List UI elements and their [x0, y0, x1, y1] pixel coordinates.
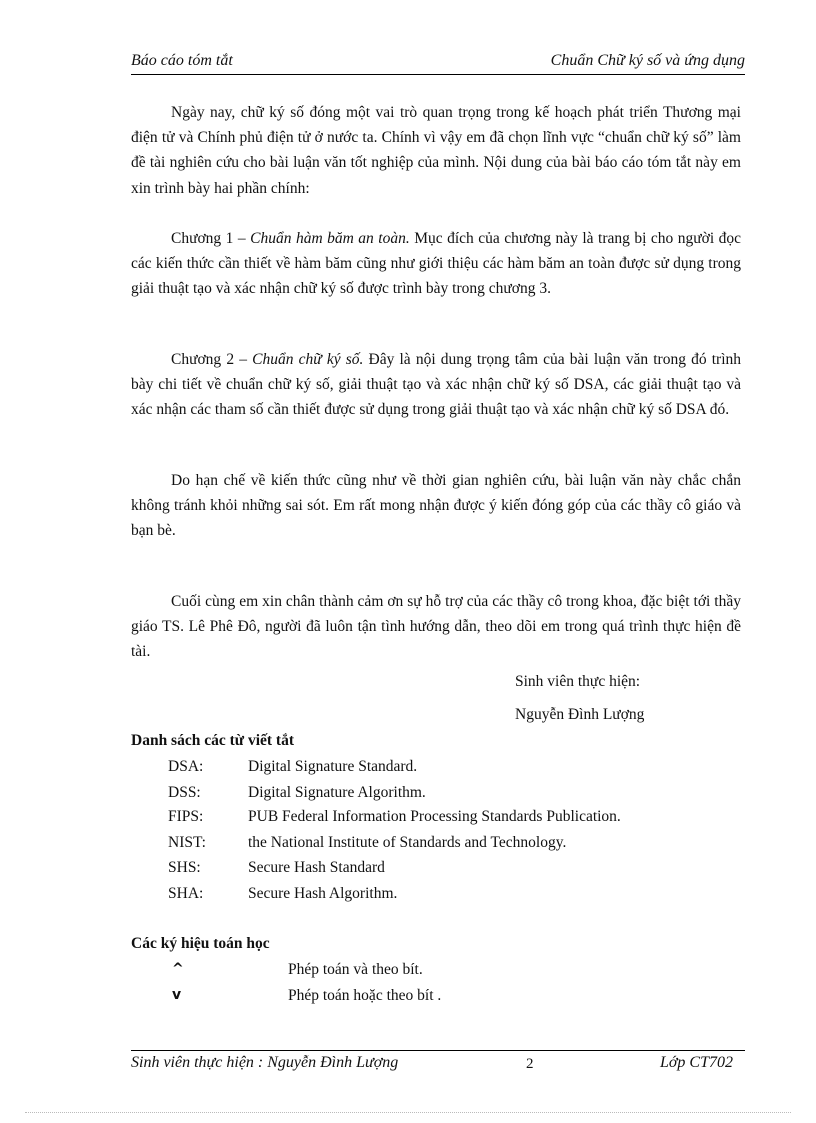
abbreviations-heading: Danh sách các từ viết tắt [131, 732, 294, 749]
abbreviation-definition: Secure Hash Algorithm. [248, 885, 398, 902]
or-symbol: v [172, 987, 182, 1003]
header-left: Báo cáo tóm tắt [131, 52, 233, 69]
limitations-paragraph: Do hạn chế về kiến thức cũng như về thời gian nghiên cứu, bài luận văn này chắc chắn không tránh khỏi những sai sót. Em rất mong nhận được ý kiến đóng góp của các thầy cô giáo và bạn bè. [131, 472, 741, 540]
abbreviation-term: SHA: [168, 885, 204, 902]
signature-role: Sinh viên thực hiện: [515, 673, 641, 690]
abbreviation-definition: PUB Federal Information Processing Standards Publication. [248, 808, 621, 825]
page-bottom-divider [25, 1112, 791, 1113]
chapter-1-body: Mục đích của chương này là trang bị cho người đọc các kiến thức cần thiết về hàm băm cũng như giới thiệu các hàm băm an toàn được sử dụng trong giải thuật tạo và xác nhận chữ ký số được trình bày trong chương 3. [131, 230, 742, 298]
footer-left: Sinh viên thực hiện : Nguyễn Đình Lượng [131, 1054, 399, 1071]
math-symbols-heading: Các ký hiệu toán học [131, 935, 270, 952]
signature-name: Nguyễn Đình Lượng [515, 706, 645, 723]
page-footer [131, 1050, 745, 1075]
and-symbol: ^ [172, 961, 184, 977]
intro-paragraph: Ngày nay, chữ ký số đóng một vai trò quan trọng trong kế hoạch phát triển Thương mại điện tử và Chính phủ điện tử ở nước ta. Chính vì vậy em đã chọn lĩnh vực “chuẩn chữ ký số” làm đề tài nghiên cứu cho bài luận văn tốt nghiệp của mình. Nội dung của bài báo cáo tóm tắt này em xin trình bày hai phần chính: [131, 104, 741, 197]
chapter-2-title: Chuẩn chữ ký số. [252, 351, 364, 368]
abbreviation-term: FIPS: [168, 808, 204, 825]
abbreviation-term: DSS: [168, 784, 201, 801]
math-symbol-definition: Phép toán và theo bít. [288, 961, 423, 978]
chapter-2-paragraph [131, 347, 741, 423]
abbreviation-definition: the National Institute of Standards and Technology. [248, 834, 567, 851]
chapter-1-lead: Chương 1 – [171, 230, 251, 247]
abbreviation-definition: Digital Signature Algorithm. [248, 784, 426, 801]
chapter-1-paragraph [131, 226, 741, 302]
math-symbol-definition: Phép toán hoặc theo bít . [288, 987, 442, 1004]
chapter-2-body: Đây là nội dung trọng tâm của bài luận văn trong đó trình bày chi tiết về chuẩn chữ ký số, giải thuật tạo và xác nhận chữ ký số DSA, các giải thuật tạo và xác nhận các tham số cần thiết được sử dụng trong giải thuật tạo và xác nhận chữ ký số DSA đó. [131, 351, 742, 419]
abbreviation-term: DSA: [168, 758, 204, 775]
chapter-1-title: Chuẩn hàm băm an toàn. [250, 230, 410, 247]
page-header [131, 52, 745, 75]
thanks-paragraph: Cuối cùng em xin chân thành cảm ơn sự hỗ trợ của các thầy cô trong khoa, đặc biệt tới thầy giáo TS. Lê Phê Đô, người đã luôn tận tình hướng dẫn, theo dõi em trong quá trình thực hiện đề tài. [131, 593, 741, 661]
abbreviation-term: NIST: [168, 834, 206, 851]
footer-right: Lớp CT702 [659, 1054, 733, 1071]
abbreviation-definition: Secure Hash Standard [248, 859, 385, 876]
abbreviation-definition: Digital Signature Standard. [248, 758, 418, 775]
header-right: Chuẩn Chữ ký số và ứng dụng [550, 52, 745, 69]
abbreviation-term: SHS: [168, 859, 201, 876]
chapter-2-lead: Chương 2 – [171, 351, 253, 368]
page-number: 2 [526, 1056, 534, 1072]
